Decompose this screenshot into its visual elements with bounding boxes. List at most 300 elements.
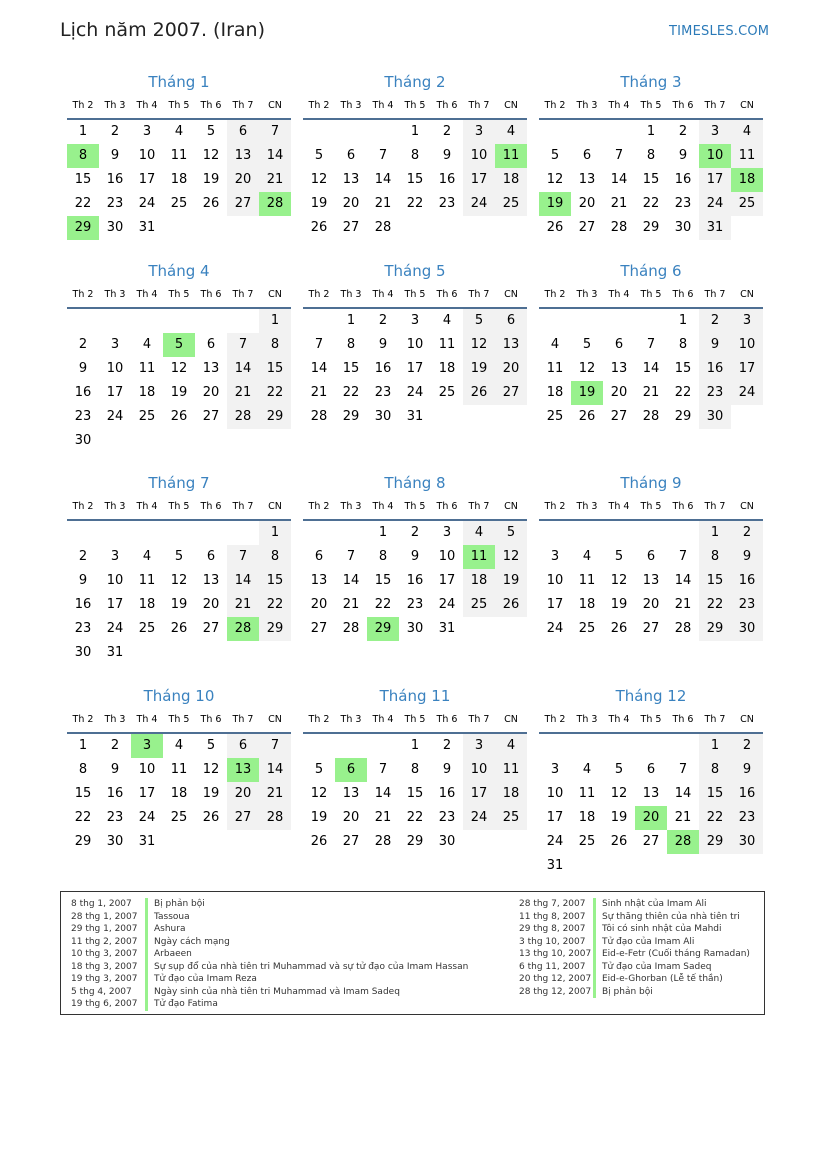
day-cell[interactable]: 5 [614, 549, 624, 564]
day-cell[interactable]: 26 [310, 834, 328, 849]
day-cell[interactable]: 27 [202, 409, 220, 424]
day-cell[interactable]: 23 [438, 196, 456, 211]
day-cell[interactable]: 14 [342, 573, 360, 588]
day-cell[interactable]: 7 [259, 734, 291, 758]
day-cell[interactable]: 2 [442, 738, 452, 753]
day-cell[interactable]: 18 [495, 168, 527, 192]
day-cell[interactable]: 19 [310, 810, 328, 825]
day-cell[interactable]: 14 [227, 357, 259, 381]
day-cell[interactable]: 28 [610, 220, 628, 235]
day-cell[interactable]: 20 [202, 385, 220, 400]
day-cell[interactable]: 11 [731, 144, 763, 168]
day-cell[interactable]: 28 [674, 621, 692, 636]
day-cell[interactable]: 1 [699, 734, 731, 758]
day-cell[interactable]: 31 [699, 216, 731, 240]
day-cell[interactable]: 3 [110, 337, 120, 352]
day-cell[interactable]: 20 [610, 385, 628, 400]
holiday-day-cell[interactable]: 10 [699, 144, 731, 168]
day-cell[interactable]: 11 [138, 573, 156, 588]
day-cell[interactable]: 17 [699, 168, 731, 192]
day-cell[interactable]: 4 [495, 734, 527, 758]
day-cell[interactable]: 6 [346, 148, 356, 163]
day-cell[interactable]: 8 [646, 148, 656, 163]
day-cell[interactable]: 25 [546, 409, 564, 424]
day-cell[interactable]: 4 [174, 124, 184, 139]
day-cell[interactable]: 29 [342, 409, 360, 424]
day-cell[interactable]: 12 [578, 361, 596, 376]
day-cell[interactable]: 6 [227, 734, 259, 758]
day-cell[interactable]: 8 [346, 337, 356, 352]
day-cell[interactable]: 24 [546, 621, 564, 636]
day-cell[interactable]: 23 [374, 385, 392, 400]
day-cell[interactable]: 6 [206, 549, 216, 564]
day-cell[interactable]: 29 [699, 830, 731, 854]
day-cell[interactable]: 9 [78, 361, 88, 376]
holiday-day-cell[interactable]: 28 [227, 617, 259, 641]
day-cell[interactable]: 21 [227, 593, 259, 617]
day-cell[interactable]: 16 [674, 172, 692, 187]
day-cell[interactable]: 22 [74, 196, 92, 211]
day-cell[interactable]: 14 [610, 172, 628, 187]
day-cell[interactable]: 25 [138, 621, 156, 636]
day-cell[interactable]: 1 [699, 521, 731, 545]
day-cell[interactable]: 23 [406, 597, 424, 612]
day-cell[interactable]: 9 [110, 148, 120, 163]
day-cell[interactable]: 5 [550, 148, 560, 163]
day-cell[interactable]: 4 [442, 313, 452, 328]
day-cell[interactable]: 22 [374, 597, 392, 612]
day-cell[interactable]: 14 [374, 172, 392, 187]
day-cell[interactable]: 21 [342, 597, 360, 612]
day-cell[interactable]: 19 [310, 196, 328, 211]
day-cell[interactable]: 5 [174, 549, 184, 564]
day-cell[interactable]: 29 [259, 617, 291, 641]
day-cell[interactable]: 13 [642, 786, 660, 801]
day-cell[interactable]: 5 [314, 148, 324, 163]
day-cell[interactable]: 25 [495, 192, 527, 216]
day-cell[interactable]: 17 [438, 573, 456, 588]
day-cell[interactable]: 1 [678, 313, 688, 328]
day-cell[interactable]: 24 [106, 409, 124, 424]
day-cell[interactable]: 22 [259, 593, 291, 617]
day-cell[interactable]: 22 [406, 196, 424, 211]
day-cell[interactable]: 16 [699, 357, 731, 381]
day-cell[interactable]: 10 [106, 573, 124, 588]
day-cell[interactable]: 21 [259, 782, 291, 806]
day-cell[interactable]: 3 [110, 549, 120, 564]
day-cell[interactable]: 19 [202, 786, 220, 801]
day-cell[interactable]: 19 [463, 357, 495, 381]
day-cell[interactable]: 23 [74, 621, 92, 636]
day-cell[interactable]: 12 [495, 545, 527, 569]
day-cell[interactable]: 19 [610, 810, 628, 825]
day-cell[interactable]: 13 [610, 361, 628, 376]
day-cell[interactable]: 4 [582, 762, 592, 777]
day-cell[interactable]: 23 [674, 196, 692, 211]
day-cell[interactable]: 30 [699, 405, 731, 429]
day-cell[interactable]: 4 [550, 337, 560, 352]
day-cell[interactable]: 15 [642, 172, 660, 187]
holiday-day-cell[interactable]: 5 [163, 333, 195, 357]
day-cell[interactable]: 24 [138, 810, 156, 825]
day-cell[interactable]: 22 [342, 385, 360, 400]
holiday-day-cell[interactable]: 11 [495, 144, 527, 168]
day-cell[interactable]: 2 [378, 313, 388, 328]
day-cell[interactable]: 25 [578, 621, 596, 636]
day-cell[interactable]: 15 [342, 361, 360, 376]
day-cell[interactable]: 13 [495, 333, 527, 357]
day-cell[interactable]: 16 [74, 597, 92, 612]
day-cell[interactable]: 8 [678, 337, 688, 352]
day-cell[interactable]: 28 [374, 834, 392, 849]
day-cell[interactable]: 30 [438, 834, 456, 849]
day-cell[interactable]: 11 [438, 337, 456, 352]
day-cell[interactable]: 6 [495, 309, 527, 333]
day-cell[interactable]: 5 [495, 521, 527, 545]
day-cell[interactable]: 2 [78, 337, 88, 352]
day-cell[interactable]: 22 [259, 381, 291, 405]
day-cell[interactable]: 15 [699, 782, 731, 806]
day-cell[interactable]: 29 [259, 405, 291, 429]
day-cell[interactable]: 22 [699, 806, 731, 830]
day-cell[interactable]: 21 [374, 196, 392, 211]
day-cell[interactable]: 17 [546, 597, 564, 612]
day-cell[interactable]: 10 [463, 144, 495, 168]
day-cell[interactable]: 21 [610, 196, 628, 211]
day-cell[interactable]: 28 [259, 806, 291, 830]
day-cell[interactable]: 12 [310, 172, 328, 187]
day-cell[interactable]: 31 [438, 621, 456, 636]
day-cell[interactable]: 29 [74, 834, 92, 849]
day-cell[interactable]: 20 [578, 196, 596, 211]
day-cell[interactable]: 10 [406, 337, 424, 352]
day-cell[interactable]: 7 [614, 148, 624, 163]
day-cell[interactable]: 18 [578, 597, 596, 612]
day-cell[interactable]: 18 [438, 361, 456, 376]
day-cell[interactable]: 14 [374, 786, 392, 801]
day-cell[interactable]: 4 [142, 549, 152, 564]
holiday-day-cell[interactable]: 6 [335, 758, 367, 782]
day-cell[interactable]: 15 [406, 172, 424, 187]
day-cell[interactable]: 8 [259, 333, 291, 357]
day-cell[interactable]: 16 [374, 361, 392, 376]
day-cell[interactable]: 24 [438, 597, 456, 612]
day-cell[interactable]: 20 [227, 782, 259, 806]
day-cell[interactable]: 30 [74, 645, 92, 660]
day-cell[interactable]: 14 [674, 573, 692, 588]
day-cell[interactable]: 15 [674, 361, 692, 376]
day-cell[interactable]: 26 [170, 409, 188, 424]
day-cell[interactable]: 30 [106, 834, 124, 849]
day-cell[interactable]: 26 [610, 621, 628, 636]
day-cell[interactable]: 2 [78, 549, 88, 564]
day-cell[interactable]: 11 [495, 758, 527, 782]
day-cell[interactable]: 19 [495, 569, 527, 593]
day-cell[interactable]: 18 [138, 385, 156, 400]
day-cell[interactable]: 11 [578, 786, 596, 801]
day-cell[interactable]: 10 [546, 573, 564, 588]
day-cell[interactable]: 25 [495, 806, 527, 830]
day-cell[interactable]: 14 [674, 786, 692, 801]
day-cell[interactable]: 27 [310, 621, 328, 636]
day-cell[interactable]: 18 [138, 597, 156, 612]
day-cell[interactable]: 10 [731, 333, 763, 357]
day-cell[interactable]: 6 [646, 762, 656, 777]
day-cell[interactable]: 27 [342, 220, 360, 235]
day-cell[interactable]: 23 [731, 593, 763, 617]
day-cell[interactable]: 10 [138, 762, 156, 777]
day-cell[interactable]: 13 [642, 573, 660, 588]
day-cell[interactable]: 16 [106, 172, 124, 187]
site-link[interactable]: TIMESLES.COM [669, 24, 770, 39]
day-cell[interactable]: 1 [378, 525, 388, 540]
day-cell[interactable]: 24 [406, 385, 424, 400]
day-cell[interactable]: 16 [731, 569, 763, 593]
day-cell[interactable]: 27 [642, 834, 660, 849]
holiday-day-cell[interactable]: 3 [131, 734, 163, 758]
day-cell[interactable]: 16 [106, 786, 124, 801]
day-cell[interactable]: 10 [438, 549, 456, 564]
day-cell[interactable]: 28 [310, 409, 328, 424]
day-cell[interactable]: 7 [678, 762, 688, 777]
day-cell[interactable]: 20 [202, 597, 220, 612]
day-cell[interactable]: 8 [259, 545, 291, 569]
day-cell[interactable]: 26 [546, 220, 564, 235]
day-cell[interactable]: 24 [731, 381, 763, 405]
day-cell[interactable]: 3 [463, 120, 495, 144]
day-cell[interactable]: 23 [699, 381, 731, 405]
day-cell[interactable]: 19 [610, 597, 628, 612]
day-cell[interactable]: 10 [463, 758, 495, 782]
day-cell[interactable]: 17 [138, 172, 156, 187]
day-cell[interactable]: 1 [78, 124, 88, 139]
day-cell[interactable]: 2 [410, 525, 420, 540]
day-cell[interactable]: 3 [442, 525, 452, 540]
day-cell[interactable]: 25 [731, 192, 763, 216]
day-cell[interactable]: 21 [227, 381, 259, 405]
day-cell[interactable]: 5 [314, 762, 324, 777]
holiday-day-cell[interactable]: 29 [67, 216, 99, 240]
day-cell[interactable]: 12 [310, 786, 328, 801]
day-cell[interactable]: 7 [678, 549, 688, 564]
day-cell[interactable]: 8 [410, 762, 420, 777]
day-cell[interactable]: 1 [410, 124, 420, 139]
day-cell[interactable]: 30 [406, 621, 424, 636]
day-cell[interactable]: 15 [259, 357, 291, 381]
day-cell[interactable]: 13 [202, 361, 220, 376]
day-cell[interactable]: 25 [138, 409, 156, 424]
day-cell[interactable]: 4 [582, 549, 592, 564]
day-cell[interactable]: 17 [463, 168, 495, 192]
holiday-day-cell[interactable]: 13 [227, 758, 259, 782]
day-cell[interactable]: 26 [578, 409, 596, 424]
day-cell[interactable]: 1 [259, 521, 291, 545]
day-cell[interactable]: 12 [202, 148, 220, 163]
day-cell[interactable]: 26 [463, 381, 495, 405]
day-cell[interactable]: 14 [259, 758, 291, 782]
day-cell[interactable]: 31 [406, 409, 424, 424]
day-cell[interactable]: 7 [227, 545, 259, 569]
day-cell[interactable]: 9 [442, 148, 452, 163]
day-cell[interactable]: 9 [110, 762, 120, 777]
day-cell[interactable]: 22 [674, 385, 692, 400]
day-cell[interactable]: 18 [170, 172, 188, 187]
day-cell[interactable]: 30 [106, 220, 124, 235]
day-cell[interactable]: 7 [227, 333, 259, 357]
day-cell[interactable]: 1 [346, 313, 356, 328]
day-cell[interactable]: 14 [259, 144, 291, 168]
day-cell[interactable]: 9 [678, 148, 688, 163]
day-cell[interactable]: 20 [227, 168, 259, 192]
day-cell[interactable]: 7 [646, 337, 656, 352]
day-cell[interactable]: 3 [550, 549, 560, 564]
day-cell[interactable]: 15 [374, 573, 392, 588]
day-cell[interactable]: 27 [495, 381, 527, 405]
holiday-day-cell[interactable]: 19 [539, 192, 571, 216]
day-cell[interactable]: 27 [202, 621, 220, 636]
day-cell[interactable]: 9 [699, 333, 731, 357]
day-cell[interactable]: 14 [227, 569, 259, 593]
day-cell[interactable]: 22 [74, 810, 92, 825]
day-cell[interactable]: 27 [227, 806, 259, 830]
day-cell[interactable]: 3 [550, 762, 560, 777]
day-cell[interactable]: 29 [406, 834, 424, 849]
day-cell[interactable]: 11 [170, 762, 188, 777]
holiday-day-cell[interactable]: 29 [367, 617, 399, 641]
day-cell[interactable]: 6 [614, 337, 624, 352]
day-cell[interactable]: 17 [546, 810, 564, 825]
day-cell[interactable]: 15 [259, 569, 291, 593]
day-cell[interactable]: 8 [699, 545, 731, 569]
day-cell[interactable]: 7 [346, 549, 356, 564]
day-cell[interactable]: 17 [106, 385, 124, 400]
day-cell[interactable]: 16 [74, 385, 92, 400]
day-cell[interactable]: 24 [463, 806, 495, 830]
day-cell[interactable]: 9 [731, 545, 763, 569]
day-cell[interactable]: 27 [610, 409, 628, 424]
day-cell[interactable]: 6 [314, 549, 324, 564]
day-cell[interactable]: 14 [642, 361, 660, 376]
holiday-day-cell[interactable]: 18 [731, 168, 763, 192]
day-cell[interactable]: 6 [582, 148, 592, 163]
day-cell[interactable]: 8 [410, 148, 420, 163]
day-cell[interactable]: 4 [495, 120, 527, 144]
day-cell[interactable]: 12 [610, 573, 628, 588]
day-cell[interactable]: 27 [342, 834, 360, 849]
day-cell[interactable]: 20 [310, 597, 328, 612]
holiday-day-cell[interactable]: 20 [635, 806, 667, 830]
day-cell[interactable]: 3 [463, 734, 495, 758]
day-cell[interactable]: 2 [442, 124, 452, 139]
day-cell[interactable]: 25 [170, 810, 188, 825]
day-cell[interactable]: 7 [378, 762, 388, 777]
day-cell[interactable]: 22 [642, 196, 660, 211]
day-cell[interactable]: 27 [227, 192, 259, 216]
day-cell[interactable]: 11 [578, 573, 596, 588]
day-cell[interactable]: 7 [259, 120, 291, 144]
day-cell[interactable]: 12 [546, 172, 564, 187]
day-cell[interactable]: 20 [342, 810, 360, 825]
day-cell[interactable]: 8 [378, 549, 388, 564]
day-cell[interactable]: 5 [206, 738, 216, 753]
day-cell[interactable]: 25 [170, 196, 188, 211]
day-cell[interactable]: 26 [170, 621, 188, 636]
day-cell[interactable]: 20 [642, 597, 660, 612]
day-cell[interactable]: 21 [674, 810, 692, 825]
day-cell[interactable]: 17 [406, 361, 424, 376]
day-cell[interactable]: 26 [202, 810, 220, 825]
day-cell[interactable]: 26 [202, 196, 220, 211]
day-cell[interactable]: 30 [674, 220, 692, 235]
day-cell[interactable]: 28 [642, 409, 660, 424]
day-cell[interactable]: 12 [170, 573, 188, 588]
day-cell[interactable]: 4 [731, 120, 763, 144]
day-cell[interactable]: 30 [731, 617, 763, 641]
day-cell[interactable]: 11 [138, 361, 156, 376]
day-cell[interactable]: 26 [610, 834, 628, 849]
day-cell[interactable]: 2 [731, 521, 763, 545]
day-cell[interactable]: 9 [378, 337, 388, 352]
day-cell[interactable]: 10 [546, 786, 564, 801]
day-cell[interactable]: 1 [259, 309, 291, 333]
day-cell[interactable]: 24 [463, 192, 495, 216]
day-cell[interactable]: 24 [138, 196, 156, 211]
day-cell[interactable]: 29 [642, 220, 660, 235]
day-cell[interactable]: 22 [406, 810, 424, 825]
day-cell[interactable]: 23 [74, 409, 92, 424]
day-cell[interactable]: 4 [174, 738, 184, 753]
day-cell[interactable]: 2 [699, 309, 731, 333]
day-cell[interactable]: 22 [699, 593, 731, 617]
day-cell[interactable]: 19 [202, 172, 220, 187]
day-cell[interactable]: 2 [678, 124, 688, 139]
day-cell[interactable]: 27 [642, 621, 660, 636]
day-cell[interactable]: 16 [406, 573, 424, 588]
day-cell[interactable]: 12 [170, 361, 188, 376]
day-cell[interactable]: 14 [310, 361, 328, 376]
day-cell[interactable]: 23 [106, 196, 124, 211]
day-cell[interactable]: 31 [106, 645, 124, 660]
day-cell[interactable]: 12 [202, 762, 220, 777]
day-cell[interactable]: 21 [310, 385, 328, 400]
day-cell[interactable]: 10 [138, 148, 156, 163]
day-cell[interactable]: 5 [582, 337, 592, 352]
day-cell[interactable]: 21 [259, 168, 291, 192]
day-cell[interactable]: 27 [578, 220, 596, 235]
holiday-day-cell[interactable]: 28 [667, 830, 699, 854]
day-cell[interactable]: 8 [699, 758, 731, 782]
day-cell[interactable]: 29 [674, 409, 692, 424]
day-cell[interactable]: 6 [227, 120, 259, 144]
day-cell[interactable]: 5 [614, 762, 624, 777]
day-cell[interactable]: 1 [410, 738, 420, 753]
holiday-day-cell[interactable]: 28 [259, 192, 291, 216]
day-cell[interactable]: 20 [342, 196, 360, 211]
day-cell[interactable]: 28 [374, 220, 392, 235]
day-cell[interactable]: 28 [342, 621, 360, 636]
day-cell[interactable]: 21 [642, 385, 660, 400]
day-cell[interactable]: 13 [202, 573, 220, 588]
day-cell[interactable]: 25 [463, 593, 495, 617]
day-cell[interactable]: 18 [463, 569, 495, 593]
day-cell[interactable]: 16 [438, 172, 456, 187]
day-cell[interactable]: 7 [378, 148, 388, 163]
day-cell[interactable]: 9 [78, 573, 88, 588]
day-cell[interactable]: 18 [170, 786, 188, 801]
day-cell[interactable]: 21 [674, 597, 692, 612]
day-cell[interactable]: 9 [731, 758, 763, 782]
day-cell[interactable]: 17 [138, 786, 156, 801]
